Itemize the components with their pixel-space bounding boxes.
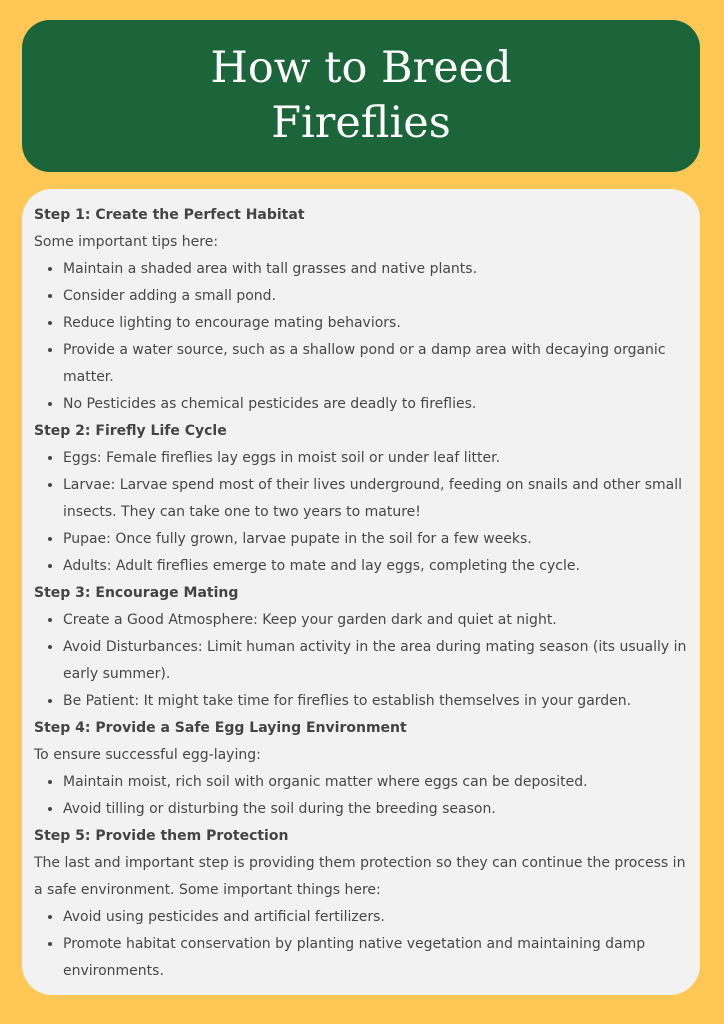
step-intro: Some important tips here:	[34, 234, 219, 250]
list-item: • Provide a water source, such as a shallow pond or a damp area with decaying organic matter.	[63, 337, 690, 391]
list-item: • Maintain a shaded area with tall grasses and native plants.	[63, 256, 690, 283]
content-card	[22, 189, 700, 995]
step-heading: Step 2: Firefly Life Cycle	[34, 423, 227, 439]
list-item: • Pupae: Once fully grown, larvae pupate in the soil for a few weeks.	[63, 526, 690, 553]
step-4	[34, 715, 690, 823]
bullet-list	[34, 904, 690, 985]
list-item: • Promote habitat conservation by planting native vegetation and maintaining damp environments.	[63, 931, 690, 985]
step-heading: Step 1: Create the Perfect Habitat	[34, 207, 305, 223]
bullet-list	[34, 607, 690, 715]
step-5	[34, 823, 690, 985]
list-item: • No Pesticides as chemical pesticides are deadly to fireflies.	[63, 391, 690, 418]
list-item: • Avoid Disturbances: Limit human activity in the area during mating season (its usually in early summer).	[63, 634, 690, 688]
step-intro: The last and important step is providing them protection so they can continue the process in a safe environment. Some important things here:	[34, 855, 686, 898]
step-2	[34, 418, 690, 580]
step-1	[34, 202, 690, 418]
list-item: • Be Patient: It might take time for fireflies to establish themselves in your garden.	[63, 688, 690, 715]
list-item: • Consider adding a small pond.	[63, 283, 690, 310]
step-heading: Step 5: Provide them Protection	[34, 828, 289, 844]
step-3	[34, 580, 690, 715]
bullet-list	[34, 256, 690, 418]
bullet-list	[34, 445, 690, 580]
bullet-list	[34, 769, 690, 823]
step-heading: Step 3: Encourage Mating	[34, 585, 239, 601]
step-intro: To ensure successful egg-laying:	[34, 747, 261, 763]
list-item: • Create a Good Atmosphere: Keep your garden dark and quiet at night.	[63, 607, 690, 634]
step-heading: Step 4: Provide a Safe Egg Laying Environment	[34, 720, 407, 736]
list-item: • Reduce lighting to encourage mating behaviors.	[63, 310, 690, 337]
page-title: How to Breed Fireflies	[210, 43, 512, 148]
title-banner	[22, 20, 700, 172]
list-item: • Larvae: Larvae spend most of their lives underground, feeding on snails and other small insects. They can take one to two years to mature!	[63, 472, 690, 526]
list-item: • Avoid tilling or disturbing the soil during the breeding season.	[63, 796, 690, 823]
list-item: • Adults: Adult fireflies emerge to mate and lay eggs, completing the cycle.	[63, 553, 690, 580]
list-item: • Eggs: Female fireflies lay eggs in moist soil or under leaf litter.	[63, 445, 690, 472]
list-item: • Maintain moist, rich soil with organic matter where eggs can be deposited.	[63, 769, 690, 796]
list-item: • Avoid using pesticides and artificial fertilizers.	[63, 904, 690, 931]
